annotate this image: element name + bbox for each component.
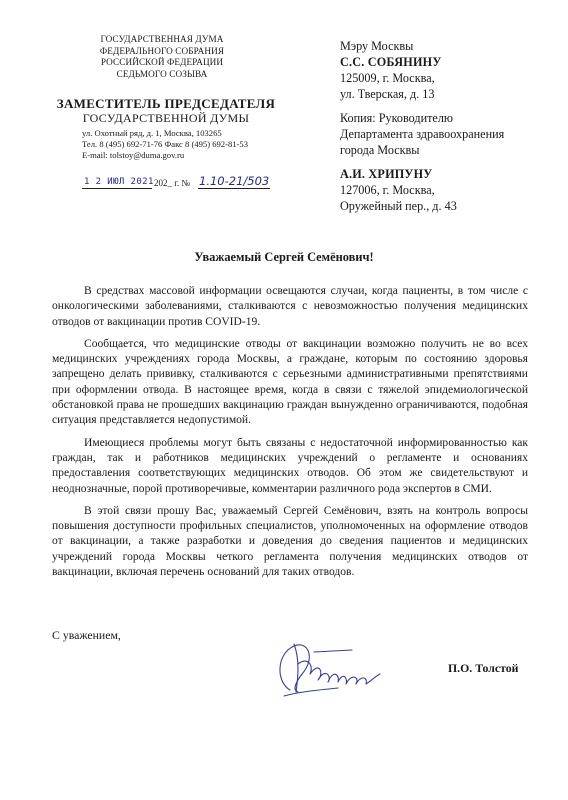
closing: С уважением, xyxy=(52,628,121,642)
registration-number: 1.10-21/503 xyxy=(199,174,270,188)
body-paragraph: Имеющиеся проблемы могут быть связаны с недостаточной информированностью как граждан, так и работников медицинских учреждений о регламенте и основаниях предоставления соответствующих медицинских отводов. Об этом же свидетельствуют и неоднозначные, порой противоречивые, комментарии различного рода экспертов в СМИ. xyxy=(52,436,528,495)
sender-address: ул. Охотный ряд, д. 1, Москва, 103265 xyxy=(82,128,222,138)
greeting: Уважаемый Сергей Семёнович! xyxy=(194,250,374,264)
letterhead-contacts xyxy=(82,128,248,162)
org-line: ГОСУДАРСТВЕННАЯ ДУМА xyxy=(100,34,224,44)
copy-position-3: города Москвы xyxy=(340,143,420,157)
org-line: ФЕДЕРАЛЬНОГО СОБРАНИЯ xyxy=(99,45,225,56)
body-paragraph: Сообщается, что медицинские отводы от вакцинации возможно получить не во всех медицинских учреждениях города Москвы, а граждане, которым по состоянию здоровья запрещено делать прививку, сталкиваются с серьезными административными препятствиями при оформлении отвода. В настоящее время, когда в связи с тяжелой эпидемиологической обстановкой права не прошедших вакцинацию граждан вынужденно ограничиваются, подобная ситуация представляется недопустимой. xyxy=(52,337,528,427)
copy-position-2: Департамента здравоохранения xyxy=(340,127,505,141)
date-underline xyxy=(82,188,152,189)
copy-position-1: Копия: Руководителю xyxy=(340,111,454,125)
title-line-1: ЗАМЕСТИТЕЛЬ ПРЕДСЕДАТЕЛЯ xyxy=(56,96,276,111)
addressee-address-2: ул. Тверская, д. 13 xyxy=(340,87,435,101)
copy-address-2: Оружейный пер., д. 43 xyxy=(340,199,457,213)
letter-body xyxy=(52,284,528,587)
addressee-position: Мэру Москвы xyxy=(340,39,414,53)
copy-name: А.И. ХРИПУНУ xyxy=(340,167,433,181)
handwritten-signature xyxy=(268,630,388,710)
sender-email: E-mail: tolstoy@duma.gov.ru xyxy=(82,150,185,161)
org-line: СЕДЬМОГО СОЗЫВА xyxy=(116,68,208,79)
body-paragraph: В этой связи прошу Вас, уважаемый Сергей Семёнович, взять на контроль вопросы повышения доступности профильных специалистов, уполномоченных на оформление отводов от вакцинации, а также разработки и доведения до сведения пациентов и медицинских учреждений города Москвы четкого регламента получения медицинских отводов от вакцинации, включая перечень оснований для таких отводов. xyxy=(52,504,528,579)
title-line-2: ГОСУДАРСТВЕННОЙ ДУМЫ xyxy=(82,111,250,125)
letterhead-organization xyxy=(62,34,262,80)
org-line: РОССИЙСКОЙ ФЕДЕРАЦИИ xyxy=(100,57,224,68)
letterhead-title xyxy=(50,96,282,125)
registration-stamp-date: 1 2 ИЮЛ 2021 xyxy=(84,177,154,187)
addressee-name: С.С. СОБЯНИНУ xyxy=(340,55,442,69)
addressee-block xyxy=(340,38,504,214)
copy-address-1: 127006, г. Москва, xyxy=(340,183,435,197)
registration-line xyxy=(82,176,268,192)
sender-phone-fax: Тел. 8 (495) 692-71-76 Факс 8 (495) 692-81-53 xyxy=(82,139,249,150)
signer-name: П.О. Толстой xyxy=(448,661,519,675)
registration-year-suffix: 202_ г. № xyxy=(154,178,191,188)
body-paragraph: В средствах массовой информации освещаются случаи, когда пациенты, в том числе с онкологическими заболеваниями, сталкиваются с невозможностью получения медицинских отводов от вакцинации против COVID-19. xyxy=(52,285,528,328)
number-underline xyxy=(198,188,270,189)
addressee-address-1: 125009, г. Москва, xyxy=(340,71,435,85)
